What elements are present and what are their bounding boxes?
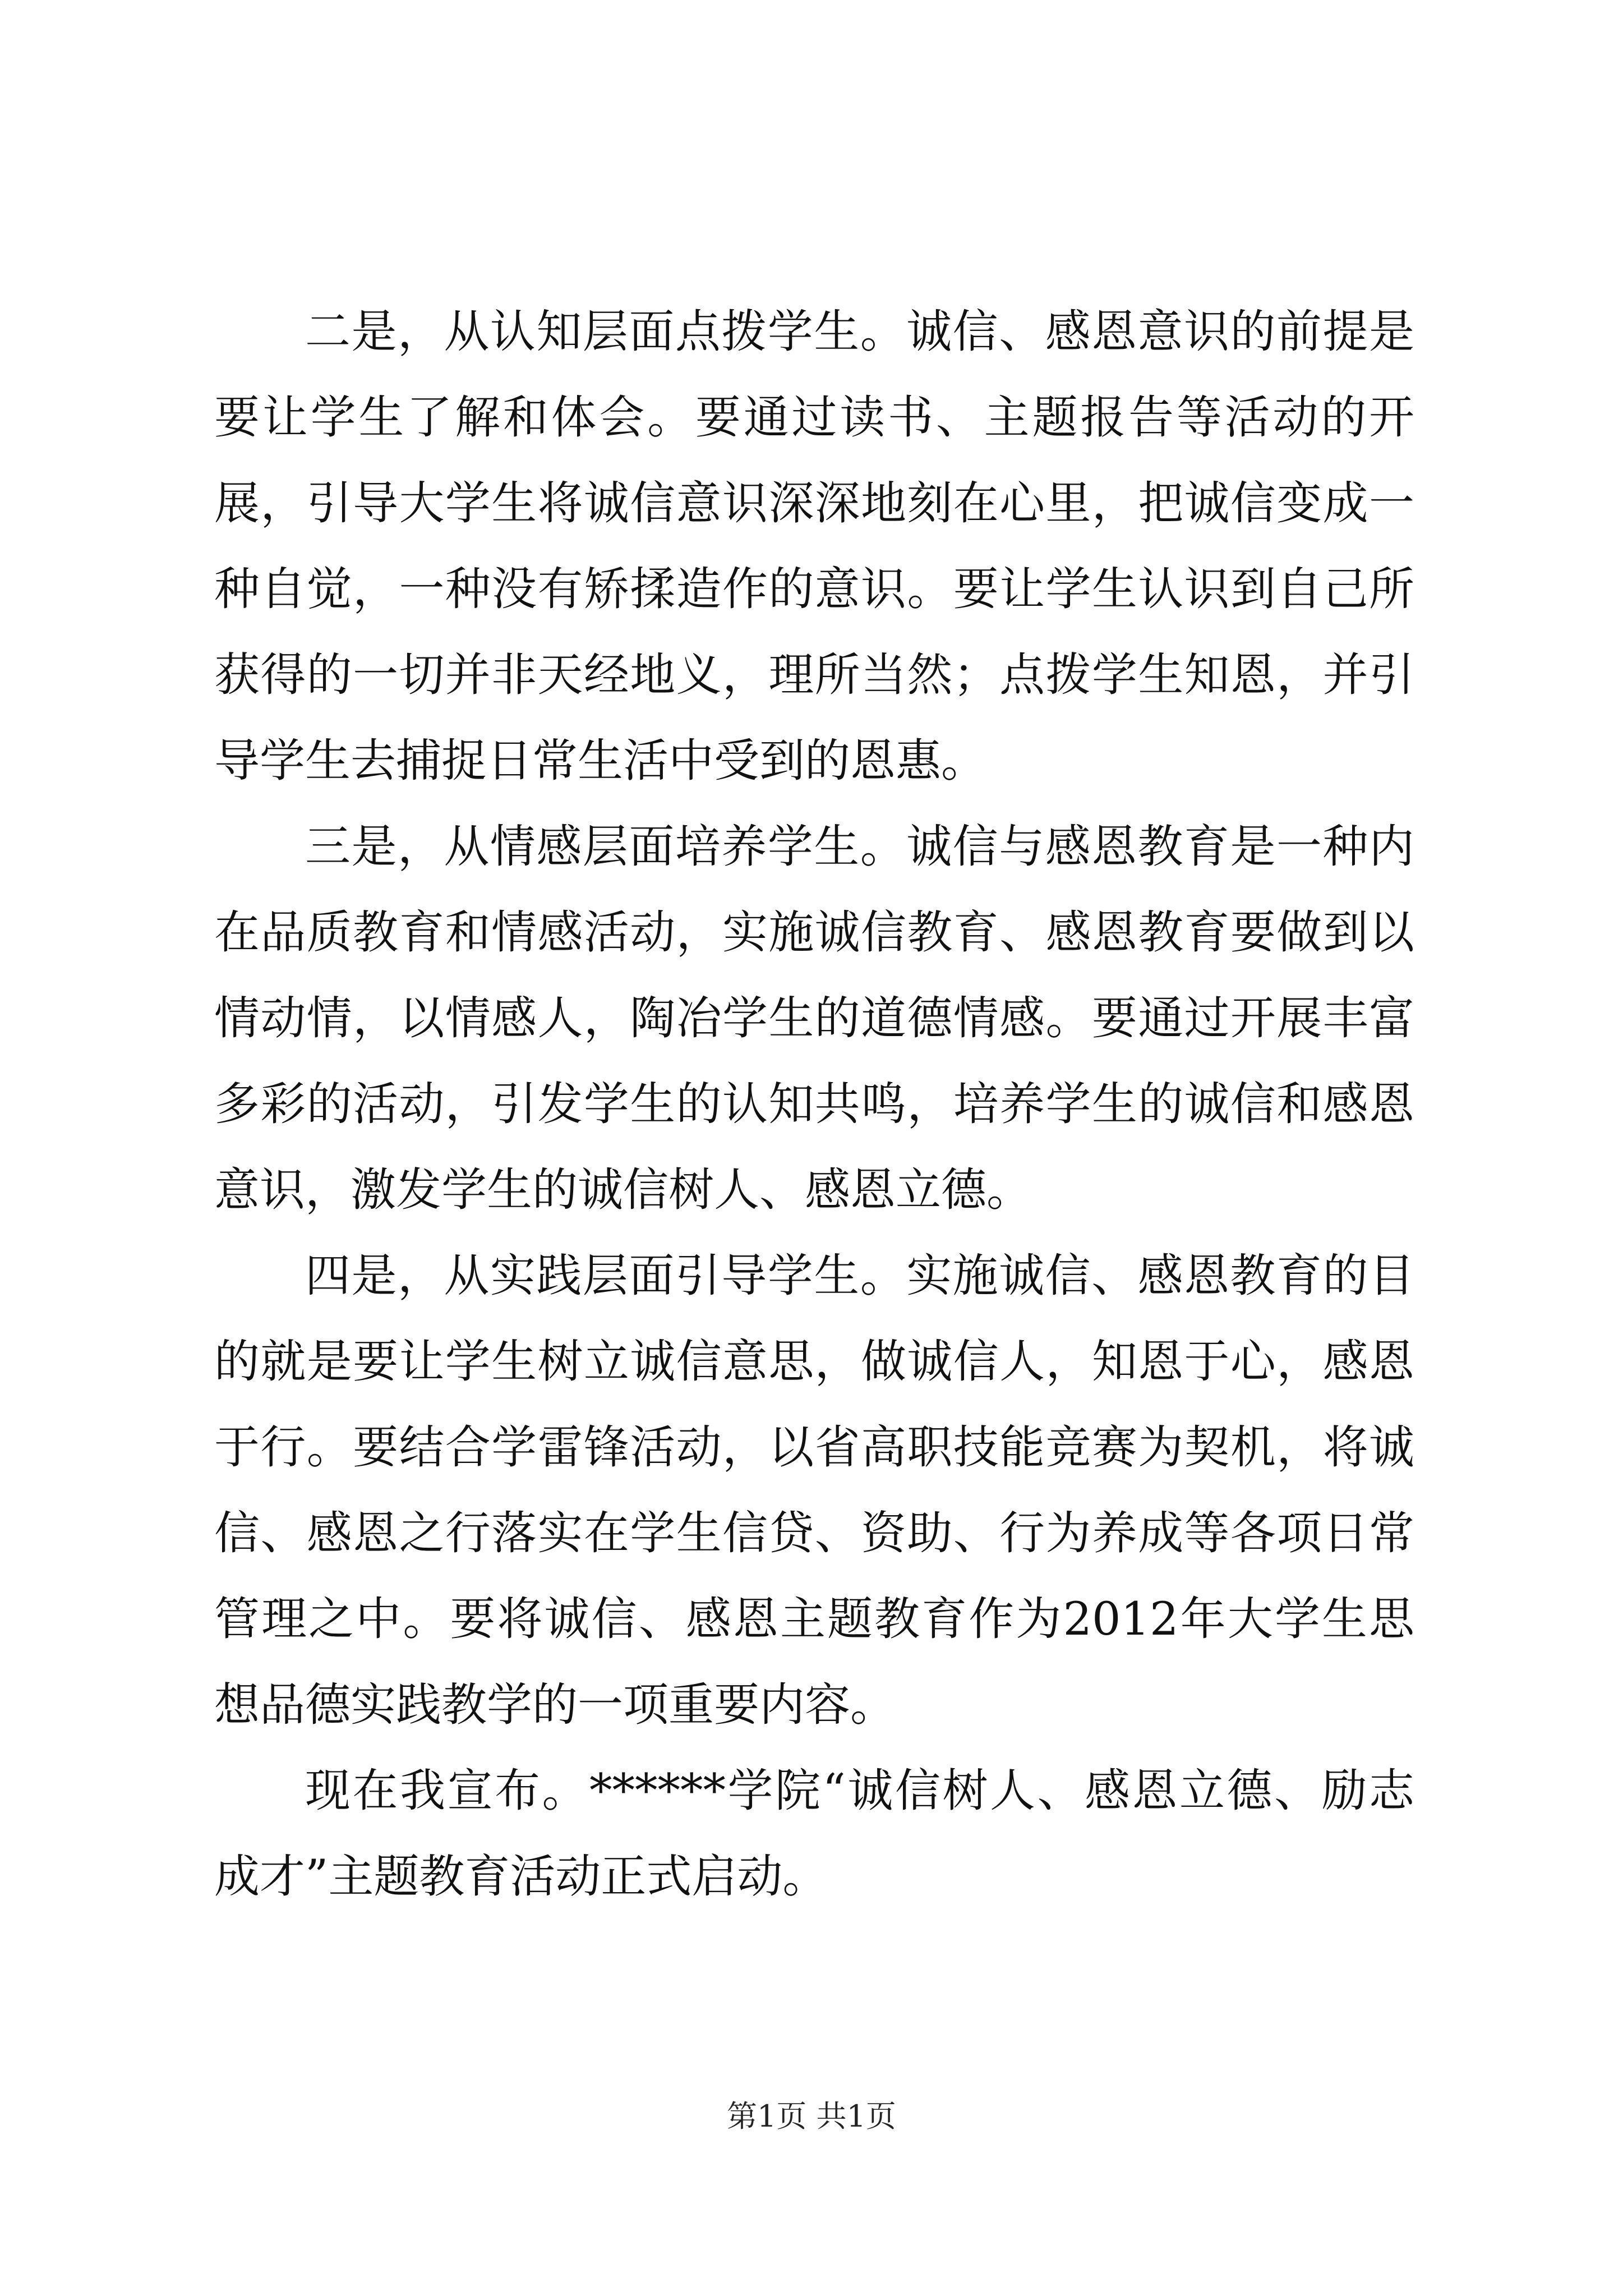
paragraph-practice: 四是，从实践层面引导学生。实施诚信、感恩教育的目的就是要让学生树立诚信意思，做诚信人，知恩于心，感恩于行。要结合学雷锋活动，以省高职技能竞赛为契机，将诚信、感恩之行落实在学生信贷、资助、行为养成等各项日常管理之中。要将诚信、感恩主题教育作为2012年大学生思想品德实践教学的一项重要内容。: [214, 1250, 1414, 1732]
document-body: [214, 289, 1414, 1920]
paragraph-announcement: 现在我宣布。******学院“诚信树人、感恩立德、励志成才”主题教育活动正式启动。: [214, 1765, 1414, 1903]
paragraph-cognitive: 二是，从认知层面点拨学生。诚信、感恩意识的前提是要让学生了解和体会。要通过读书、主题报告等活动的开展，引导大学生将诚信意识深深地刻在心里，把诚信变成一种自觉，一种没有矫揉造作的意识。要让学生认识到自己所获得的一切并非天经地义，理所当然；点拨学生知恩，并引导学生去捕捉日常生活中受到的恩惠。: [214, 306, 1414, 788]
page-footer: 第1页 共1页: [727, 2099, 896, 2134]
paragraph-emotional: 三是，从情感层面培养学生。诚信与感恩教育是一种内在品质教育和情感活动，实施诚信教育、感恩教育要做到以情动情，以情感人，陶冶学生的道德情感。要通过开展丰富多彩的活动，引发学生的认知共鸣，培养学生的诚信和感恩意识，激发学生的诚信树人、感恩立德。: [214, 821, 1414, 1217]
